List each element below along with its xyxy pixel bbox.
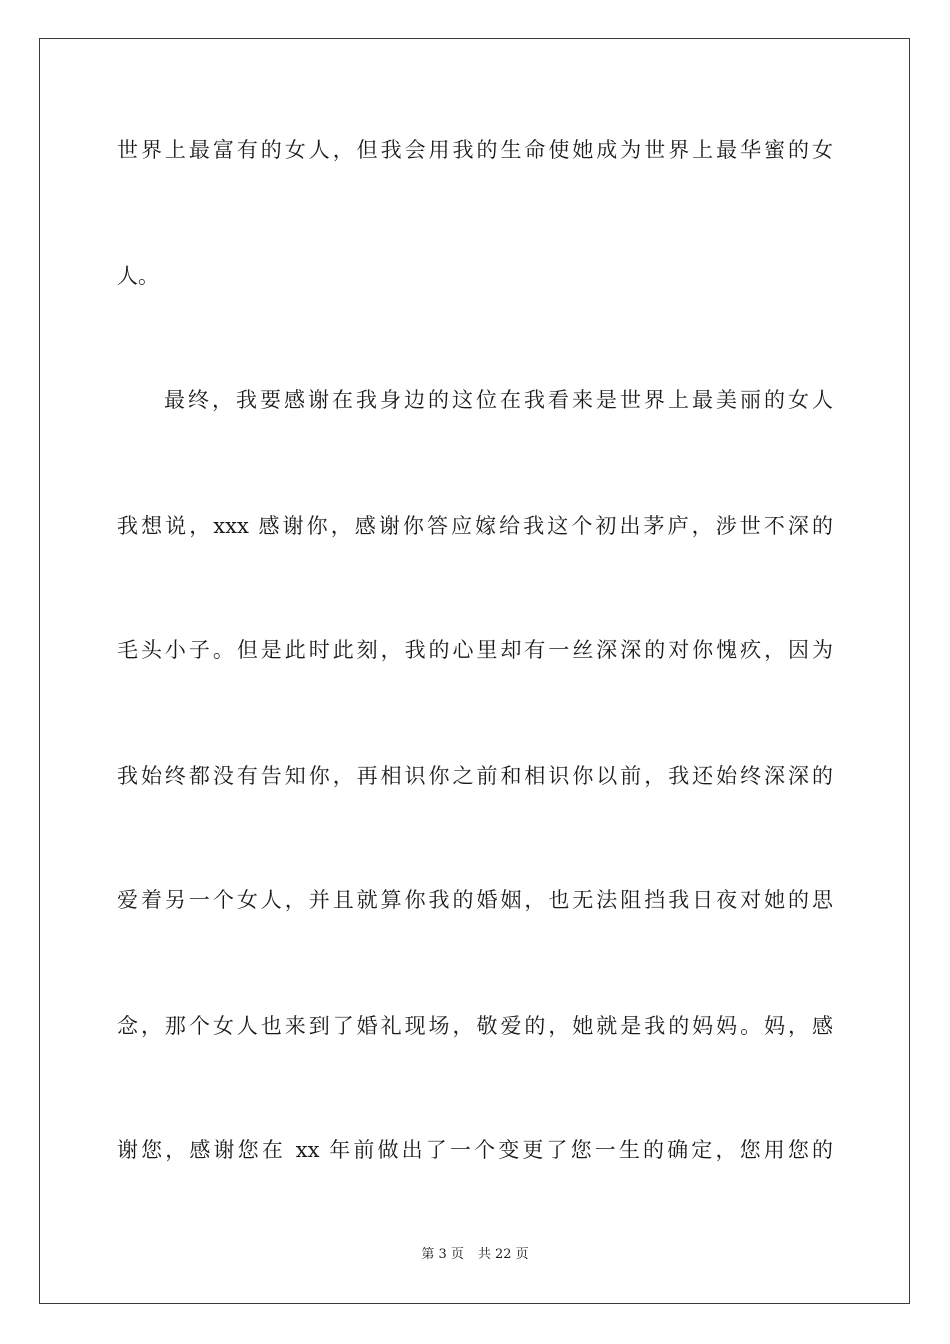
text-line: 我想说，xxx 感谢你，感谢你答应嫁给我这个初出茅庐，涉世不深的 bbox=[117, 514, 833, 538]
text-line: 人。 bbox=[117, 264, 159, 288]
text-line: 念，那个女人也来到了婚礼现场，敬爱的，她就是我的妈妈。妈，感 bbox=[117, 1014, 833, 1038]
page-frame bbox=[39, 38, 910, 1304]
text-line: 我始终都没有告知你，再相识你之前和相识你以前，我还始终深深的 bbox=[117, 764, 833, 788]
text-line: 爱着另一个女人，并且就算你我的婚姻，也无法阻挡我日夜对她的思 bbox=[117, 888, 833, 912]
page-footer bbox=[0, 1246, 950, 1264]
text-line: 世界上最富有的女人，但我会用我的生命使她成为世界上最华蜜的女 bbox=[117, 138, 833, 162]
page-number: 第 3 页 bbox=[421, 1247, 464, 1262]
text-line: 谢您，感谢您在 xx 年前做出了一个变更了您一生的确定，您用您的 bbox=[117, 1138, 833, 1162]
text-line: 毛头小子。但是此时此刻，我的心里却有一丝深深的对你愧疚，因为 bbox=[117, 638, 833, 662]
page-total: 共 22 页 bbox=[477, 1247, 529, 1262]
paragraph-first-line: 最终，我要感谢在我身边的这位在我看来是世界上最美丽的女人 bbox=[164, 388, 833, 412]
